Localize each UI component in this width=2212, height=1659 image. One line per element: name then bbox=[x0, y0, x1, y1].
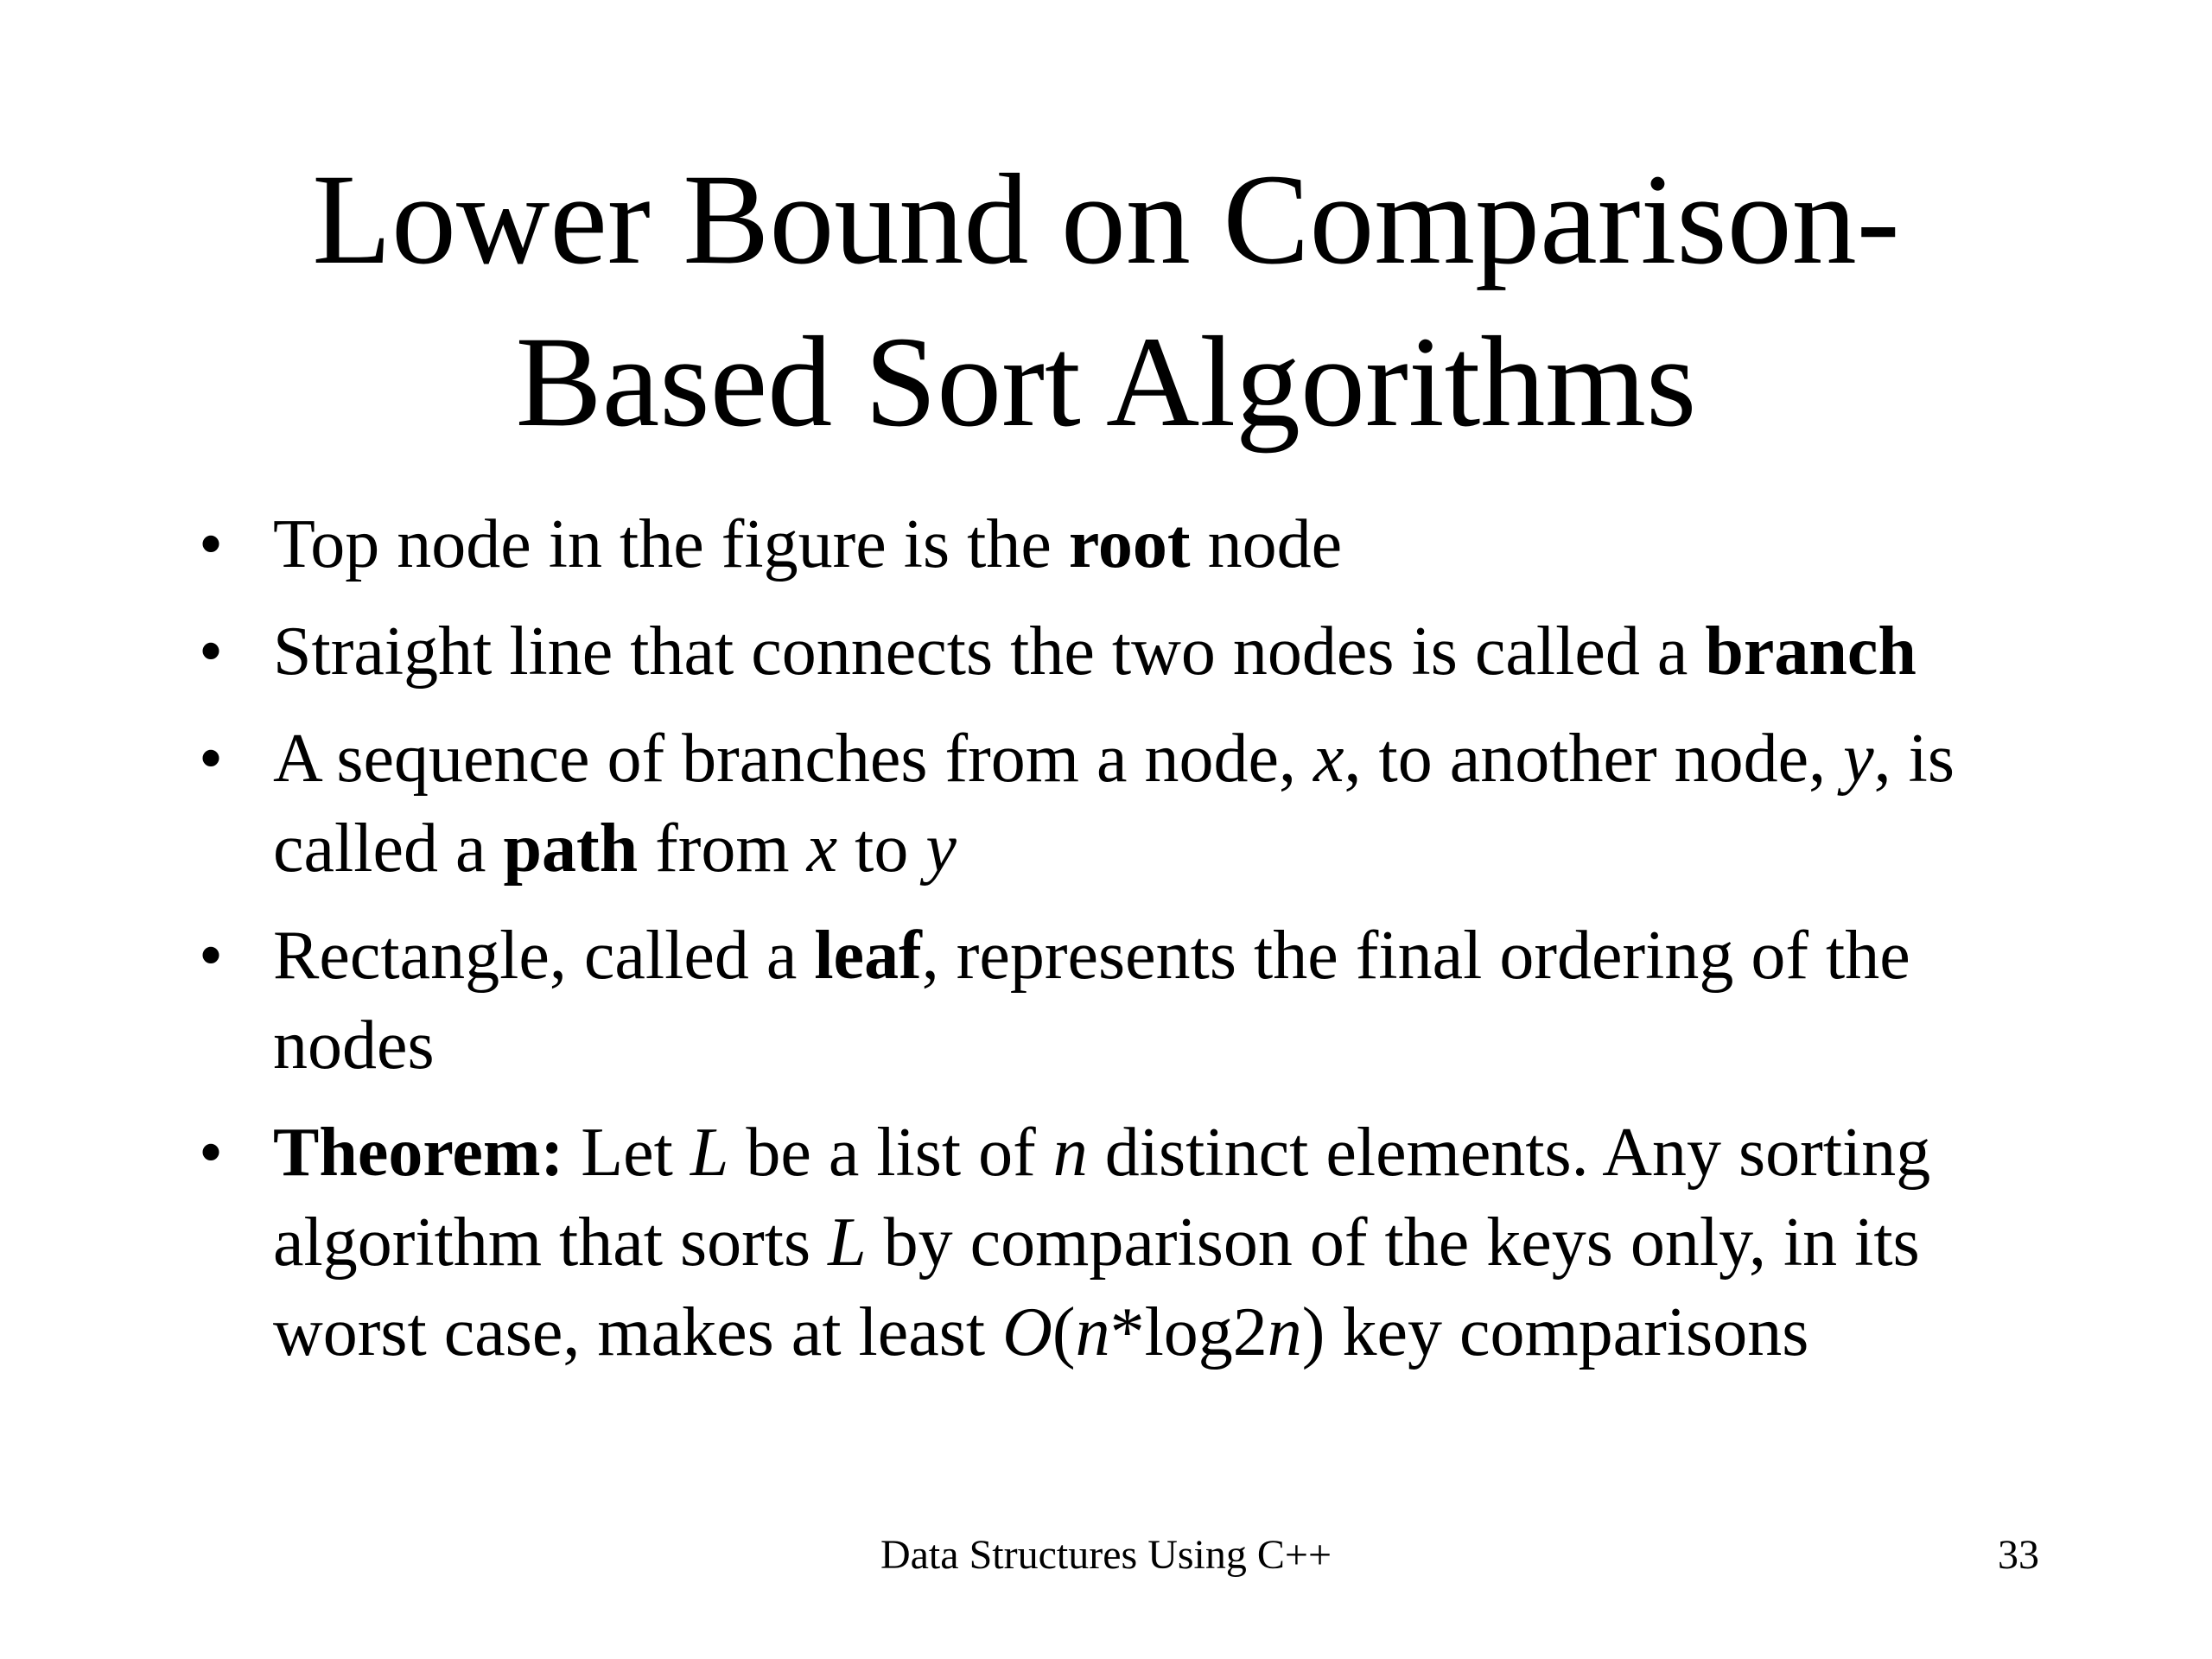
text-run: distinct elements. Any sorting algorithm that sorts bbox=[273, 1115, 1931, 1281]
italic-variable: x bbox=[806, 810, 838, 887]
bullet-text bbox=[273, 911, 2074, 1090]
text-run: ) key comparisons bbox=[1301, 1294, 1809, 1370]
slide-title-line-1: Lower Bound on Comparison- bbox=[312, 148, 1900, 291]
text-run: , is called a bbox=[273, 721, 1955, 887]
text-run: , to another node, bbox=[1344, 721, 1844, 797]
bullet-list bbox=[0, 499, 2212, 1395]
bullet-icon: • bbox=[198, 506, 223, 582]
text-run: *log2 bbox=[1109, 1294, 1268, 1370]
text-run: be a list of bbox=[728, 1115, 1053, 1191]
italic-variable: L bbox=[690, 1115, 729, 1191]
bullet-icon: • bbox=[198, 721, 223, 797]
italic-variable: n bbox=[1075, 1294, 1110, 1370]
bullet-item-root bbox=[0, 499, 2212, 589]
text-run: Straight line that connects the two nodes is called a bbox=[273, 613, 1706, 690]
italic-variable: y bbox=[925, 810, 957, 887]
text-run: Let bbox=[563, 1115, 690, 1191]
bullet-item-path bbox=[0, 714, 2212, 893]
italic-variable: L bbox=[828, 1205, 867, 1281]
text-run: A sequence of branches from a node, bbox=[273, 721, 1313, 797]
bullet-text bbox=[273, 499, 2074, 589]
slide-title-line-2: Based Sort Algorithms bbox=[515, 310, 1697, 454]
text-run: from bbox=[638, 810, 807, 887]
italic-variable: n bbox=[1052, 1115, 1088, 1191]
bold-term: leaf bbox=[814, 918, 922, 994]
bullet-item-leaf bbox=[0, 911, 2212, 1090]
text-run: , represents the final ordering of the nodes bbox=[273, 918, 1910, 1084]
bullet-icon: • bbox=[198, 613, 223, 690]
text-run: node bbox=[1190, 506, 1343, 582]
bullet-item-branch bbox=[0, 607, 2212, 696]
text-run: ( bbox=[1052, 1294, 1076, 1370]
bullet-icon: • bbox=[198, 918, 223, 994]
text-run: to bbox=[837, 810, 926, 887]
footer-page-number: 33 bbox=[1998, 1532, 2039, 1578]
bold-term: branch bbox=[1705, 613, 1916, 690]
bullet-icon: • bbox=[198, 1115, 223, 1191]
bullet-text bbox=[273, 607, 2074, 696]
footer-course-title: Data Structures Using C++ bbox=[880, 1532, 1332, 1578]
text-run: Rectangle, called a bbox=[273, 918, 815, 994]
text-run: Top node in the figure is the bbox=[273, 506, 1069, 582]
bullet-text bbox=[273, 1108, 2074, 1377]
bullet-item-theorem bbox=[0, 1108, 2212, 1377]
italic-variable: y bbox=[1843, 721, 1874, 797]
bold-term: root bbox=[1068, 506, 1191, 582]
slide-title bbox=[0, 138, 2212, 463]
italic-variable: x bbox=[1313, 721, 1344, 797]
italic-variable: n bbox=[1267, 1294, 1302, 1370]
text-run: by comparison of the keys only, in its worst case, makes at least bbox=[273, 1205, 1920, 1370]
bold-term: Theorem: bbox=[273, 1115, 564, 1191]
bullet-text bbox=[273, 714, 2074, 893]
italic-variable: O bbox=[1002, 1294, 1052, 1370]
bold-term: path bbox=[503, 810, 639, 887]
